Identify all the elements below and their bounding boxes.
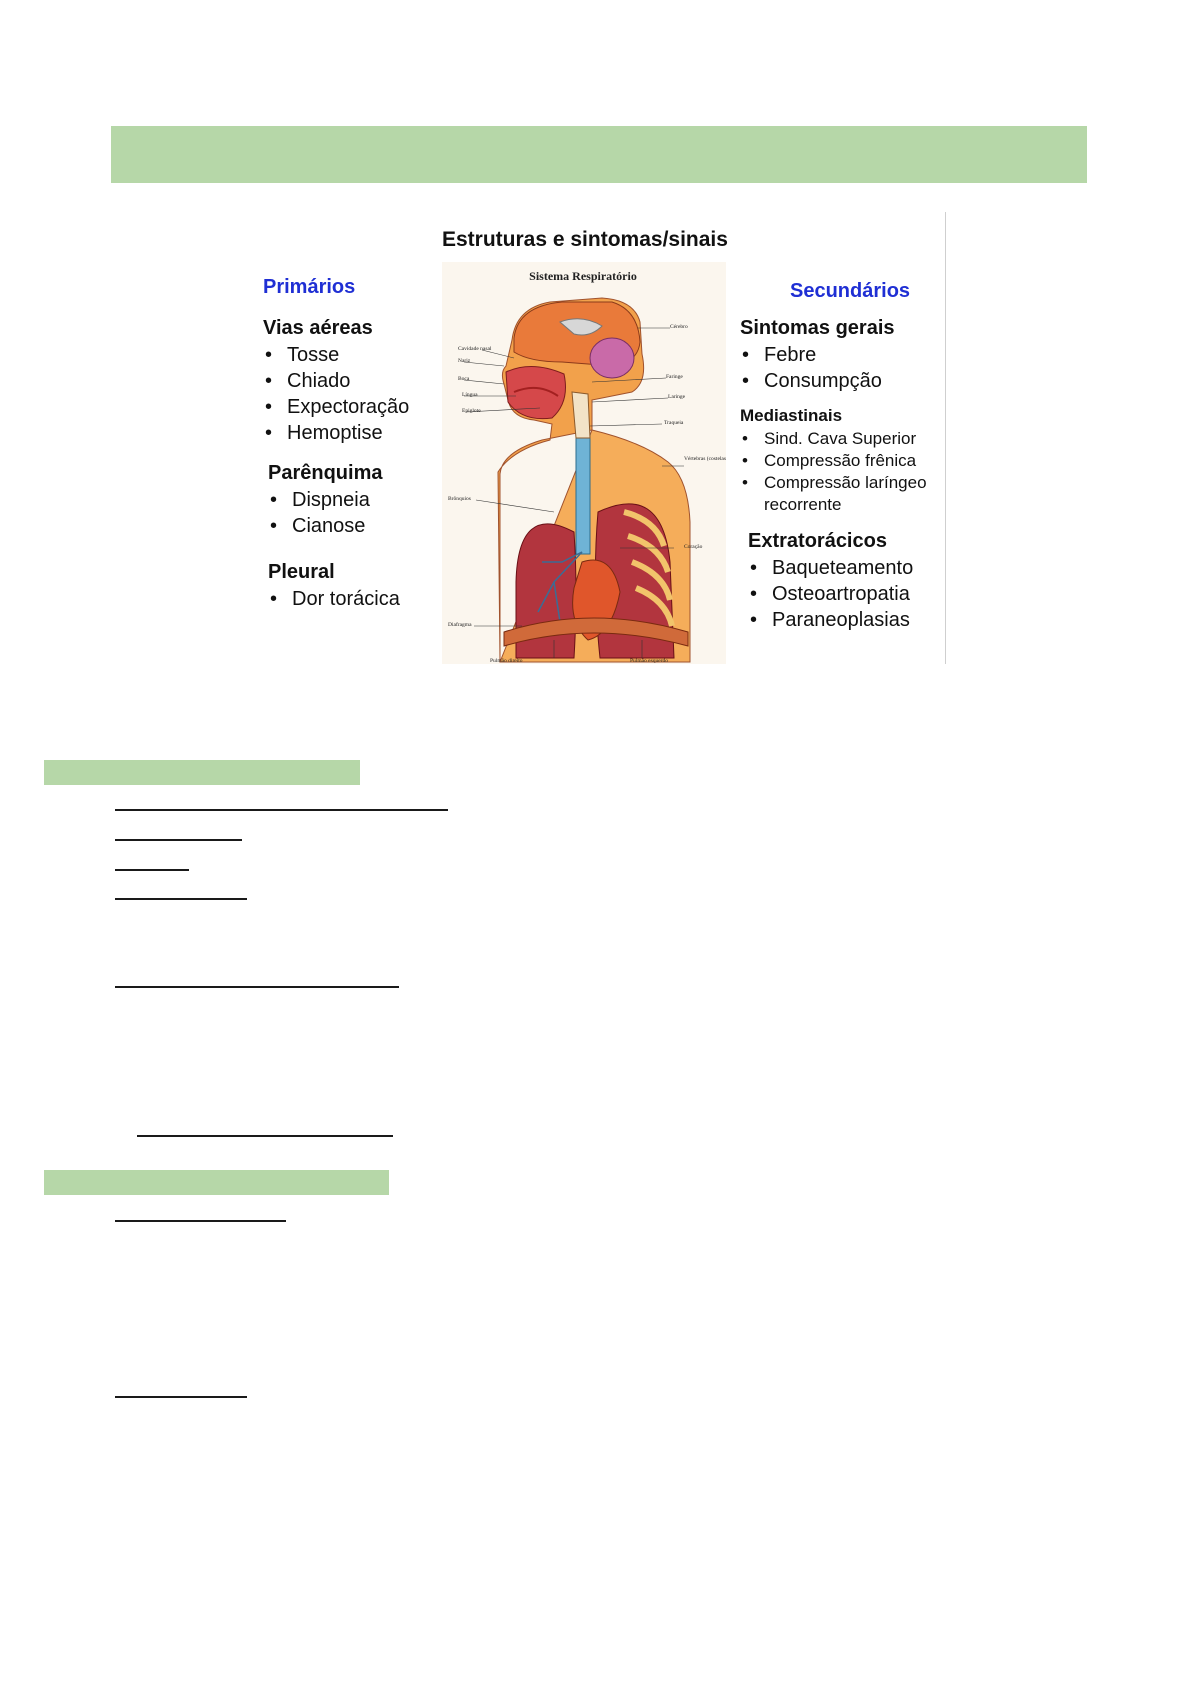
list-item: • Sind. Cava Superior (740, 428, 944, 450)
primary-column (263, 276, 409, 612)
underline-7 (115, 1220, 286, 1222)
secondary-column (740, 280, 944, 633)
list-item: • Osteoartropatia (748, 581, 944, 607)
list-extratoracicos (748, 555, 944, 633)
section-heading-bar-1 (44, 760, 360, 785)
underline-4 (115, 898, 247, 900)
label-lingua: Língua (462, 392, 478, 398)
list-pleural (268, 586, 409, 612)
list-mediastinais (740, 428, 944, 516)
list-item: • Hemoptise (263, 420, 409, 446)
respiratory-system-diagram (442, 262, 726, 664)
group-sintomas-gerais: Sintomas gerais (740, 317, 895, 339)
list-item: • Consumpção (740, 368, 944, 394)
underline-5 (115, 986, 399, 988)
label-nariz: Nariz (458, 358, 471, 364)
list-item: • Chiado (263, 368, 409, 394)
list-vias-aereas (263, 342, 409, 446)
label-traqueia: Traqueia (664, 420, 684, 426)
list-item: • Dor torácica (268, 586, 409, 612)
diagram-title: Sistema Respiratório (529, 269, 637, 283)
list-item: • Cianose (268, 513, 409, 539)
list-item: • Febre (740, 342, 944, 368)
list-item: • Compressão frênica (740, 450, 944, 472)
group-pleural: Pleural (268, 561, 335, 583)
underline-8 (115, 1396, 247, 1398)
title-bar (111, 126, 1087, 183)
group-vias-aereas: Vias aéreas (263, 317, 373, 339)
respiratory-figure (236, 212, 948, 664)
list-item: • Tosse (263, 342, 409, 368)
label-pulmao-direito: Pulmão direito (490, 658, 523, 664)
secondary-label: Secundários (790, 280, 911, 302)
list-item: • Compressão laríngeo recorrente (740, 472, 944, 516)
list-item: • Expectoração (263, 394, 409, 420)
label-boca: Boca (458, 376, 470, 382)
list-item: • Baqueteamento (748, 555, 944, 581)
figure-right-border (945, 212, 946, 664)
label-vertebras: Vértebras (costelas) (684, 456, 726, 462)
underline-3 (115, 869, 189, 871)
list-parenquima (268, 487, 409, 539)
group-extratoracicos: Extratorácicos (748, 530, 887, 552)
group-mediastinais: Mediastinais (740, 406, 843, 425)
label-cavidade-nasal: Cavidade nasal (458, 346, 492, 352)
underline-6 (137, 1135, 393, 1137)
label-epiglote: Epiglote (462, 408, 481, 414)
group-parenquima: Parênquima (268, 462, 383, 484)
label-cerebro: Cérebro (670, 324, 688, 330)
section-heading-bar-2 (44, 1170, 389, 1195)
underline-1 (115, 809, 448, 811)
respiratory-illustration (442, 262, 726, 664)
primary-label: Primários (263, 276, 356, 298)
label-faringe: Faringe (666, 374, 683, 380)
label-coracao: Coração (684, 544, 703, 550)
figure-title: Estruturas e sintomas/sinais (442, 228, 728, 251)
label-diafragma: Diafragma (448, 622, 472, 628)
label-laringe: Laringe (668, 394, 686, 400)
list-sintomas-gerais (740, 342, 944, 394)
label-pulmao-esquerdo: Pulmão esquerdo (630, 658, 669, 664)
list-item: • Dispneia (268, 487, 409, 513)
underline-2 (115, 839, 242, 841)
list-item: • Paraneoplasias (748, 607, 944, 633)
label-bronquios: Brônquios (448, 496, 471, 502)
